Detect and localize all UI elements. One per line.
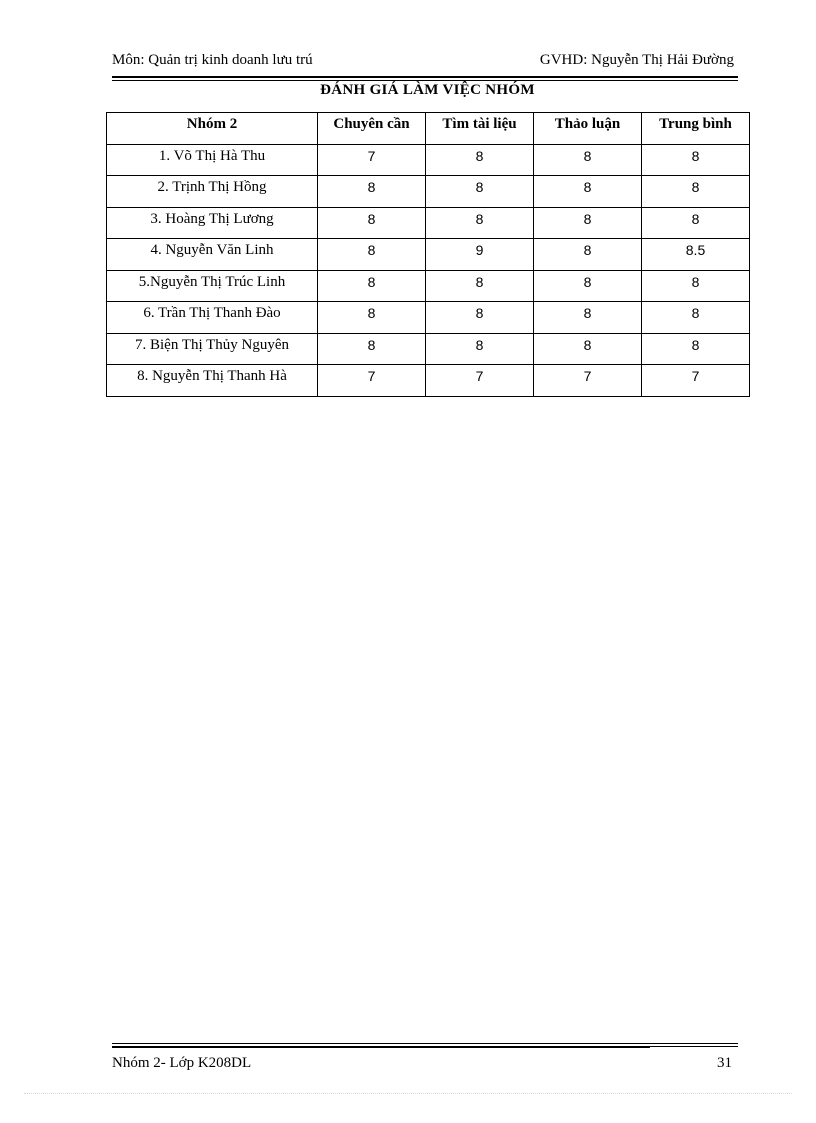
- attendance-score-cell: 8: [318, 176, 426, 208]
- discussion-score-cell: 8: [534, 239, 642, 271]
- average-score-cell: 7: [642, 365, 750, 397]
- header-instructor: GVHD: Nguyễn Thị Hải Đường: [539, 52, 734, 68]
- table-row: [107, 144, 750, 176]
- research-score-cell: 8: [426, 270, 534, 302]
- attendance-score-cell: 8: [318, 207, 426, 239]
- header-course: Môn: Quản trị kinh doanh lưu trú: [112, 52, 313, 68]
- table-header-row: [107, 113, 750, 145]
- average-score-cell: 8: [642, 333, 750, 365]
- research-score-cell: 9: [426, 239, 534, 271]
- attendance-score-cell: 7: [318, 365, 426, 397]
- member-name-cell: 8. Nguyễn Thị Thanh Hà: [107, 365, 318, 397]
- discussion-score-cell: 8: [534, 207, 642, 239]
- table-row: [107, 302, 750, 334]
- research-score-cell: 8: [426, 207, 534, 239]
- page-number: 31: [717, 1055, 732, 1071]
- discussion-score-cell: 8: [534, 302, 642, 334]
- average-score-cell: 8: [642, 176, 750, 208]
- member-name-cell: 5.Nguyễn Thị Trúc Linh: [107, 270, 318, 302]
- column-header-research: Tìm tài liệu: [426, 113, 534, 145]
- member-name-cell: 6. Trần Thị Thanh Đào: [107, 302, 318, 334]
- discussion-score-cell: 8: [534, 333, 642, 365]
- table-row: [107, 365, 750, 397]
- average-score-cell: 8: [642, 302, 750, 334]
- discussion-score-cell: 7: [534, 365, 642, 397]
- column-header-group: Nhóm 2: [107, 113, 318, 145]
- member-name-cell: 7. Biện Thị Thủy Nguyên: [107, 333, 318, 365]
- attendance-score-cell: 8: [318, 270, 426, 302]
- research-score-cell: 8: [426, 144, 534, 176]
- footer-group-class: Nhóm 2- Lớp K208DL: [112, 1055, 252, 1071]
- header-rule: [112, 76, 738, 81]
- page-header: [112, 52, 738, 74]
- member-name-cell: 2. Trịnh Thị Hồng: [107, 176, 318, 208]
- average-score-cell: 8.5: [642, 239, 750, 271]
- discussion-score-cell: 8: [534, 176, 642, 208]
- attendance-score-cell: 7: [318, 144, 426, 176]
- average-score-cell: 8: [642, 144, 750, 176]
- table-row: [107, 239, 750, 271]
- discussion-score-cell: 8: [534, 270, 642, 302]
- member-name-cell: 1. Võ Thị Hà Thu: [107, 144, 318, 176]
- research-score-cell: 8: [426, 333, 534, 365]
- research-score-cell: 8: [426, 302, 534, 334]
- table-row: [107, 333, 750, 365]
- column-header-discussion: Thảo luận: [534, 113, 642, 145]
- research-score-cell: 8: [426, 176, 534, 208]
- column-header-attendance: Chuyên cần: [318, 113, 426, 145]
- average-score-cell: 8: [642, 207, 750, 239]
- table-row: [107, 207, 750, 239]
- column-header-average: Trung bình: [642, 113, 750, 145]
- discussion-score-cell: 8: [534, 144, 642, 176]
- member-name-cell: 3. Hoàng Thị Lương: [107, 207, 318, 239]
- page-title: ĐÁNH GIÁ LÀM VIỆC NHÓM: [320, 82, 535, 98]
- table-row: [107, 270, 750, 302]
- attendance-score-cell: 8: [318, 333, 426, 365]
- member-name-cell: 4. Nguyễn Văn Linh: [107, 239, 318, 271]
- footer-rule: [112, 1043, 738, 1048]
- page-edge: [24, 1093, 792, 1094]
- table-row: [107, 176, 750, 208]
- attendance-score-cell: 8: [318, 302, 426, 334]
- attendance-score-cell: 8: [318, 239, 426, 271]
- evaluation-table: [106, 112, 750, 397]
- research-score-cell: 7: [426, 365, 534, 397]
- average-score-cell: 8: [642, 270, 750, 302]
